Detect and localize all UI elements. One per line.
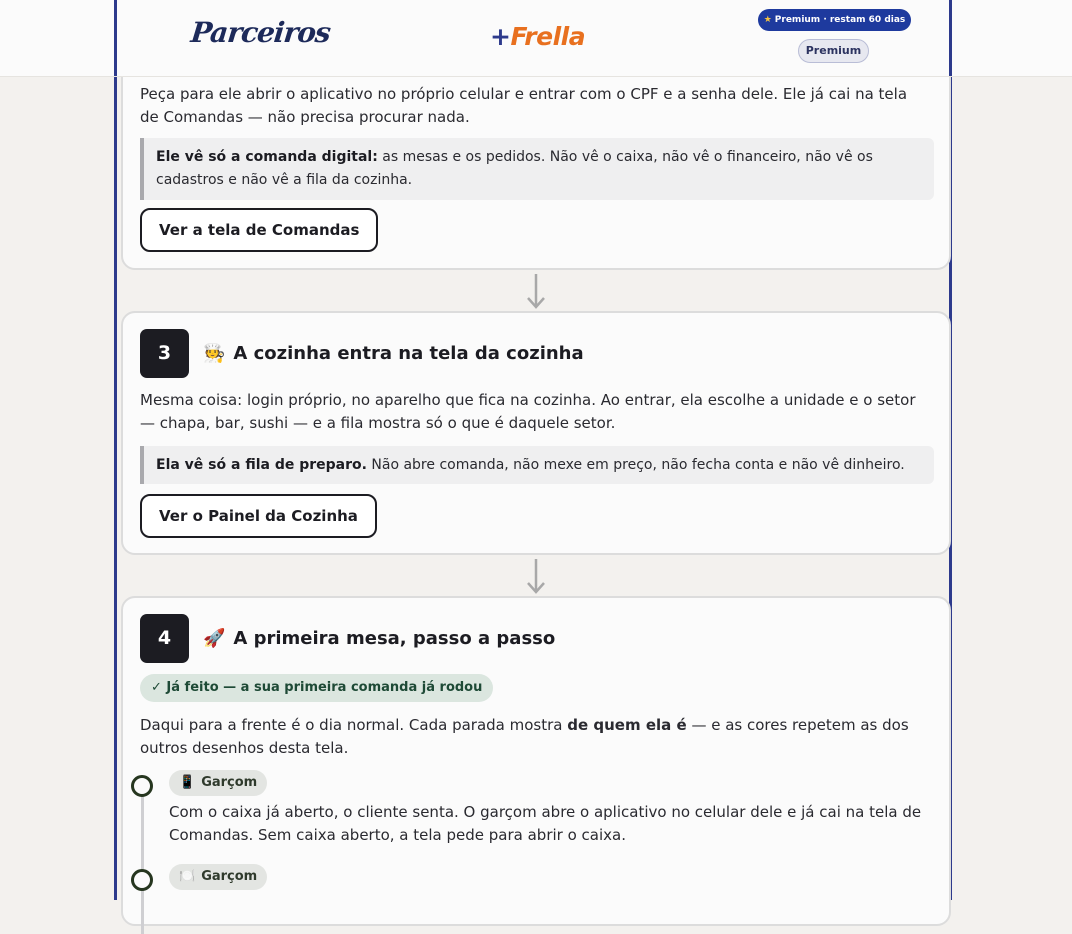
premium-status-badge bbox=[758, 9, 911, 31]
timeline-line bbox=[141, 784, 144, 934]
step-4-title-text: A primeira mesa, passo a passo bbox=[233, 628, 556, 649]
step-3-number: 3 bbox=[140, 329, 189, 378]
plate-icon: 🍽️ bbox=[179, 869, 196, 884]
arrow-down-icon bbox=[525, 272, 547, 310]
step-3-title-text: A cozinha entra na tela da cozinha bbox=[233, 343, 584, 364]
chef-icon: 🧑‍🍳 bbox=[203, 343, 226, 364]
frella-logo[interactable] bbox=[490, 22, 585, 51]
step-3-note-bold: Ela vê só a fila de preparo. bbox=[156, 457, 367, 473]
timeline-item-description: Com o caixa já aberto, o cliente senta. O garçom abre o aplicativo no celular dele e já cai na tela de Comandas. Sem caixa aberto, a tela pede para abrir o caixa. bbox=[169, 803, 922, 844]
step-4-description-bold: de quem ela é bbox=[567, 716, 687, 734]
timeline-dot bbox=[131, 869, 153, 891]
step-2-text-block bbox=[140, 83, 930, 129]
step-3-note bbox=[140, 446, 934, 484]
step-3-note-text: Não abre comanda, não mexe em preço, não fecha conta e não vê dinheiro. bbox=[366, 457, 905, 473]
step-4-description bbox=[140, 714, 930, 760]
parceiros-logo[interactable]: Parceiros bbox=[189, 16, 332, 49]
role-chip-waiter bbox=[169, 864, 267, 890]
role-chip-waiter bbox=[169, 770, 267, 796]
step-4-description-a: Daqui para a frente é o dia normal. Cada parada mostra bbox=[140, 716, 568, 734]
step-2-note bbox=[140, 138, 934, 200]
premium-button[interactable]: Premium bbox=[798, 39, 869, 63]
step-3-title bbox=[203, 343, 584, 364]
phone-icon: 📱 bbox=[179, 775, 196, 790]
rocket-icon: 🚀 bbox=[203, 628, 226, 649]
step-2-description: Peça para ele abrir o aplicativo no próprio celular e entrar com o CPF e a senha dele. Ele já cai na tela de Comandas — não precisa procurar nada. bbox=[140, 85, 908, 126]
frella-logo-plus: + bbox=[490, 22, 511, 51]
step-card-3 bbox=[121, 311, 951, 555]
premium-status-text: Premium · restam 60 dias bbox=[774, 15, 906, 25]
step-2-note-bold: Ele vê só a comanda digital: bbox=[156, 149, 378, 165]
step-4-text-block bbox=[140, 714, 930, 760]
step-3-description: Mesma coisa: login próprio, no aparelho que fica na cozinha. Ao entrar, ela escolhe a unidade e o setor — chapa, bar, sushi — e a fila mostra só o que é daquele setor. bbox=[140, 391, 916, 432]
star-icon: ★ bbox=[763, 15, 772, 25]
frella-logo-name: Frella bbox=[510, 22, 586, 51]
step-card-4 bbox=[121, 596, 951, 926]
top-bar bbox=[0, 0, 1072, 77]
view-kitchen-panel-button[interactable]: Ver o Painel da Cozinha bbox=[140, 494, 377, 538]
step-4-title bbox=[203, 628, 555, 649]
timeline-dot bbox=[131, 775, 153, 797]
timeline-item-text bbox=[169, 801, 939, 847]
step-2-note-text: as mesas e os pedidos. Não vê o caixa, não vê o financeiro, não vê os cadastros e não vê a fila da cozinha. bbox=[156, 149, 873, 188]
step-3-text-block bbox=[140, 389, 930, 435]
view-comandas-button[interactable]: Ver a tela de Comandas bbox=[140, 208, 378, 252]
step-4-description-b: — e as cores repetem as dos outros desenhos desta tela. bbox=[140, 716, 909, 757]
role-chip-label: Garçom bbox=[201, 869, 258, 884]
role-chip-label: Garçom bbox=[201, 775, 258, 790]
step-4-number: 4 bbox=[140, 614, 189, 663]
arrow-down-icon bbox=[525, 557, 547, 595]
done-badge: ✓ Já feito — a sua primeira comanda já rodou bbox=[140, 674, 493, 702]
